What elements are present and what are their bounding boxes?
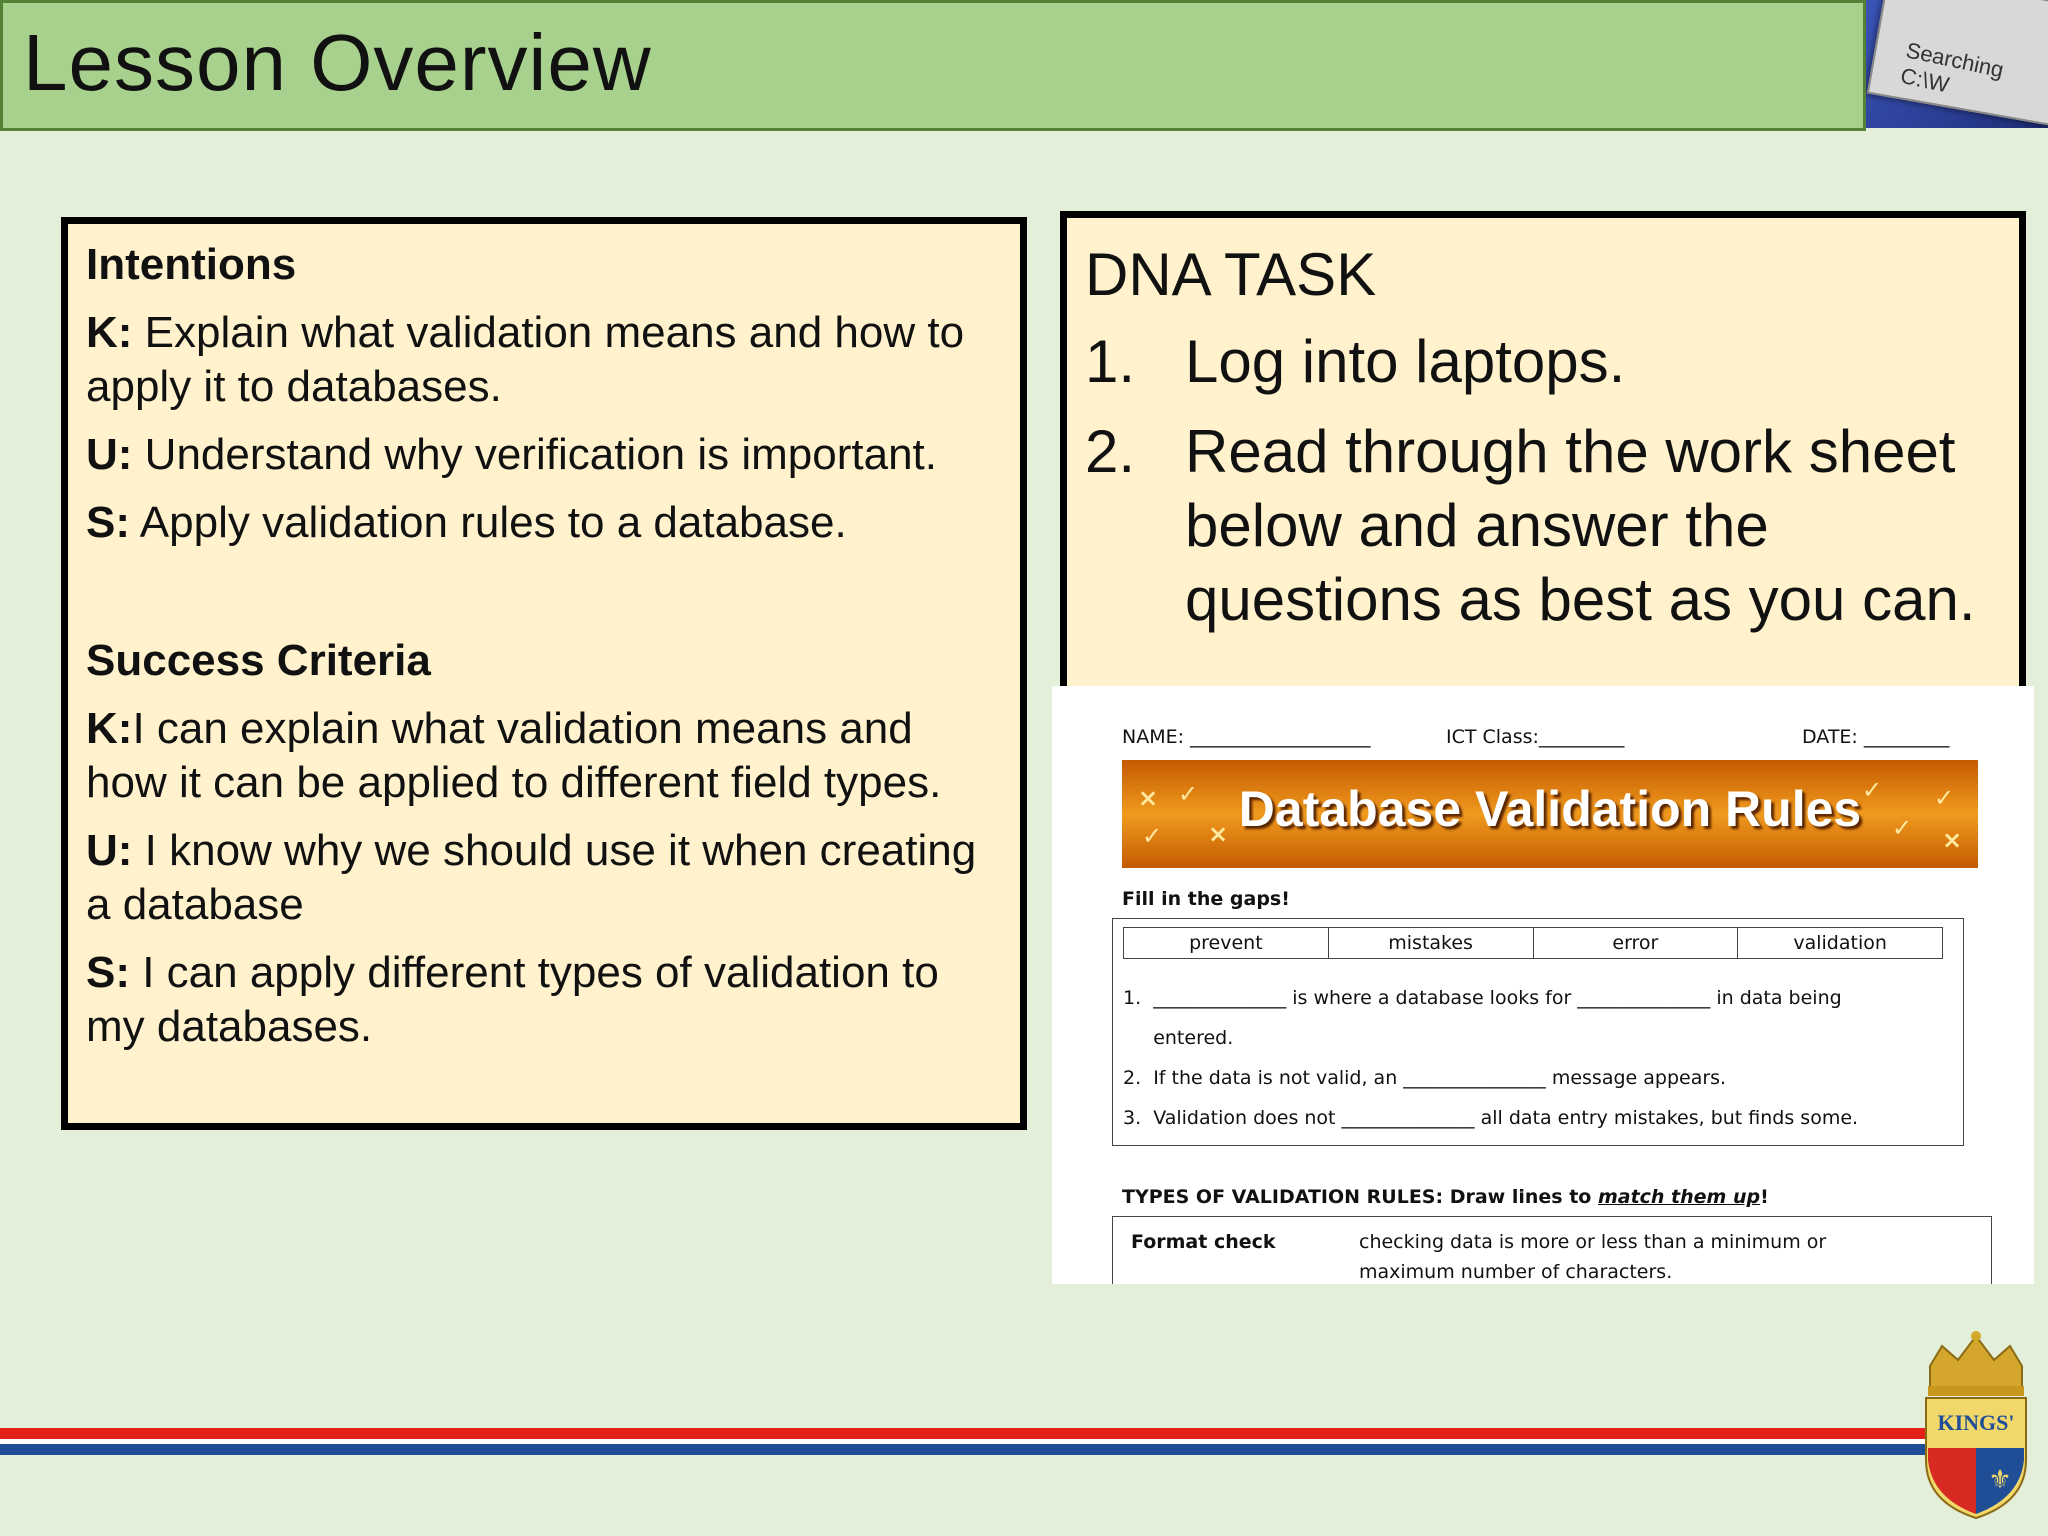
cross-icon: ×	[1942, 826, 1963, 854]
intention-s: S: Apply validation rules to a database.	[86, 498, 847, 547]
gap-question: 1. ______________ is where a database looks for ______________ in data being	[1123, 987, 1842, 1009]
check-icon: ✓	[1892, 814, 1913, 842]
task-step: 2. Read through the work sheet below and answer the questions as best as you can.	[1085, 418, 1976, 633]
objectives-panel	[61, 217, 1027, 1130]
footer-red-stripe	[0, 1428, 1930, 1439]
criteria-s: S: I can apply different types of validation to my databases.	[86, 948, 939, 1051]
svg-text:⚜: ⚜	[1988, 1465, 2012, 1495]
match-table	[1112, 1216, 1992, 1284]
task-step: 1. Log into laptops.	[1085, 328, 1626, 395]
cross-icon: ×	[1208, 820, 1229, 848]
word-bank-item: mistakes	[1329, 928, 1534, 958]
word-bank	[1123, 927, 1943, 959]
criteria-u: U: I know why we should use it when creating a database	[86, 826, 977, 929]
intention-k: K: Explain what validation means and how to apply it to databases.	[86, 308, 965, 411]
header-bar	[0, 0, 1866, 131]
crest-label: KINGS'	[1937, 1410, 2015, 1435]
name-field-label: NAME: ___________________	[1122, 726, 1371, 748]
kings-crest-logo	[1918, 1330, 2034, 1520]
rule-name: Format check	[1131, 1231, 1276, 1253]
gap-question: entered.	[1123, 1027, 1234, 1049]
rule-description: maximum number of characters.	[1359, 1261, 1673, 1283]
types-heading: TYPES OF VALIDATION RULES: Draw lines to match them up!	[1122, 1186, 1769, 1208]
rule-description: checking data is more or less than a minimum or	[1359, 1231, 1827, 1253]
word-bank-item: prevent	[1124, 928, 1329, 958]
success-criteria-heading: Success Criteria	[86, 636, 431, 685]
worksheet-banner	[1122, 760, 1978, 868]
cross-icon: ×	[1138, 784, 1159, 812]
class-field-label: ICT Class:_________	[1446, 726, 1625, 748]
check-icon: ✓	[1142, 822, 1163, 850]
banner-title: Database Validation Rules	[1238, 781, 1862, 837]
corner-screenshot-image	[1866, 0, 2048, 128]
check-icon: ✓	[1862, 776, 1883, 804]
dna-task-panel	[1060, 211, 2026, 691]
date-field-label: DATE: _________	[1802, 726, 1950, 748]
footer-blue-stripe	[0, 1444, 1930, 1455]
word-bank-item: error	[1534, 928, 1739, 958]
check-icon: ✓	[1934, 784, 1955, 812]
intention-u: U: Understand why verification is important.	[86, 430, 938, 479]
page-title: Lesson Overview	[23, 18, 652, 107]
worksheet-image	[1052, 686, 2034, 1284]
check-icon: ✓	[1178, 780, 1199, 808]
fill-gaps-heading: Fill in the gaps!	[1122, 888, 1290, 910]
gap-question: 3. Validation does not ______________ all data entry mistakes, but finds some.	[1123, 1107, 1859, 1129]
fill-gaps-box	[1112, 918, 1964, 1146]
searching-text: Searching C:\W	[1898, 37, 2006, 98]
dna-task-title: DNA TASK	[1085, 241, 1377, 308]
criteria-k: K:I can explain what validation means and how it can be applied to different field types.	[86, 704, 942, 807]
gap-question: 2. If the data is not valid, an _______________ message appears.	[1123, 1067, 1727, 1089]
word-bank-item: validation	[1793, 932, 1887, 954]
intentions-heading: Intentions	[86, 240, 297, 289]
